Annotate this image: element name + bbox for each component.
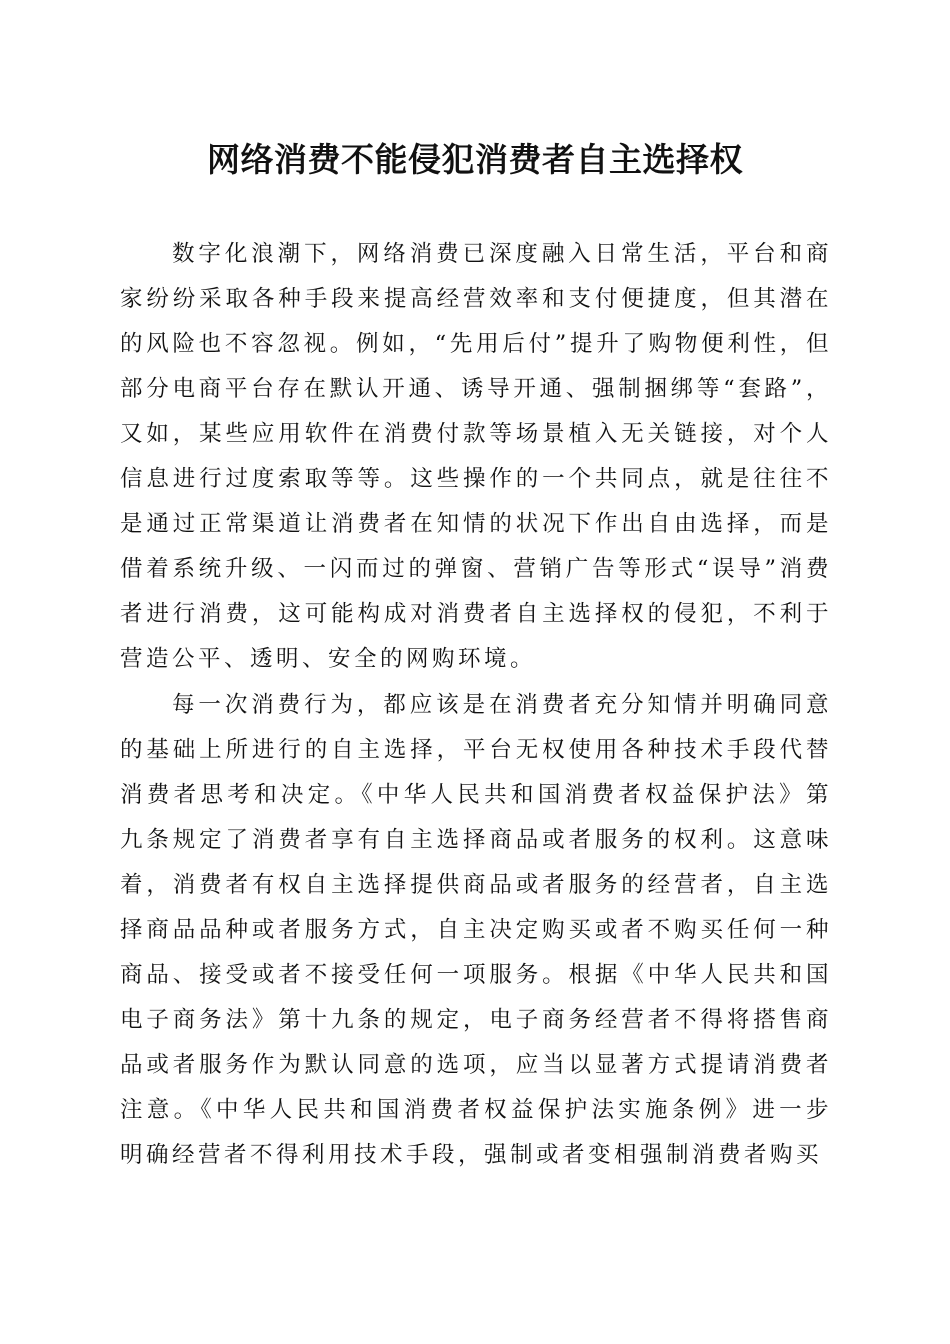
document-body bbox=[120, 232, 832, 1178]
paragraph-1: 数字化浪潮下，网络消费已深度融入日常生活，平台和商家纷纷采取各种手段来提高经营效率和支付便捷度，但其潜在的风险也不容忽视。例如，“先用后付”提升了购物便利性，但部分电商平台存在默认开通、诱导开通、强制捆绑等“套路”，又如，某些应用软件在消费付款等场景植入无关链接，对个人信息进行过度索取等等。这些操作的一个共同点，就是往往不是通过正常渠道让消费者在知情的状况下作出自由选择，而是借着系统升级、一闪而过的弹窗、营销广告等形式“误导”消费者进行消费，这可能构成对消费者自主选择权的侵犯，不利于营造公平、透明、安全的网购环境。 bbox=[120, 241, 832, 672]
paragraph-2: 每一次消费行为，都应该是在消费者充分知情并明确同意的基础上所进行的自主选择，平台无权使用各种技术手段代替消费者思考和决定。《中华人民共和国消费者权益保护法》第九条规定了消费者享有自主选择商品或者服务的权利。这意味着，消费者有权自主选择提供商品或者服务的经营者，自主选择商品品种或者服务方式，自主决定购买或者不购买任何一种商品、接受或者不接受任何一项服务。根据《中华人民共和国电子商务法》第十九条的规定，电子商务经营者不得将搭售商品或者服务作为默认同意的选项，应当以显著方式提请消费者注意。《中华人民共和国消费者权益保护法实施条例》进一步明确经营者不得利用技术手段，强制或者变相强制消费者购买 bbox=[120, 692, 832, 1168]
document-title: 网络消费不能侵犯消费者自主选择权 bbox=[207, 140, 743, 179]
